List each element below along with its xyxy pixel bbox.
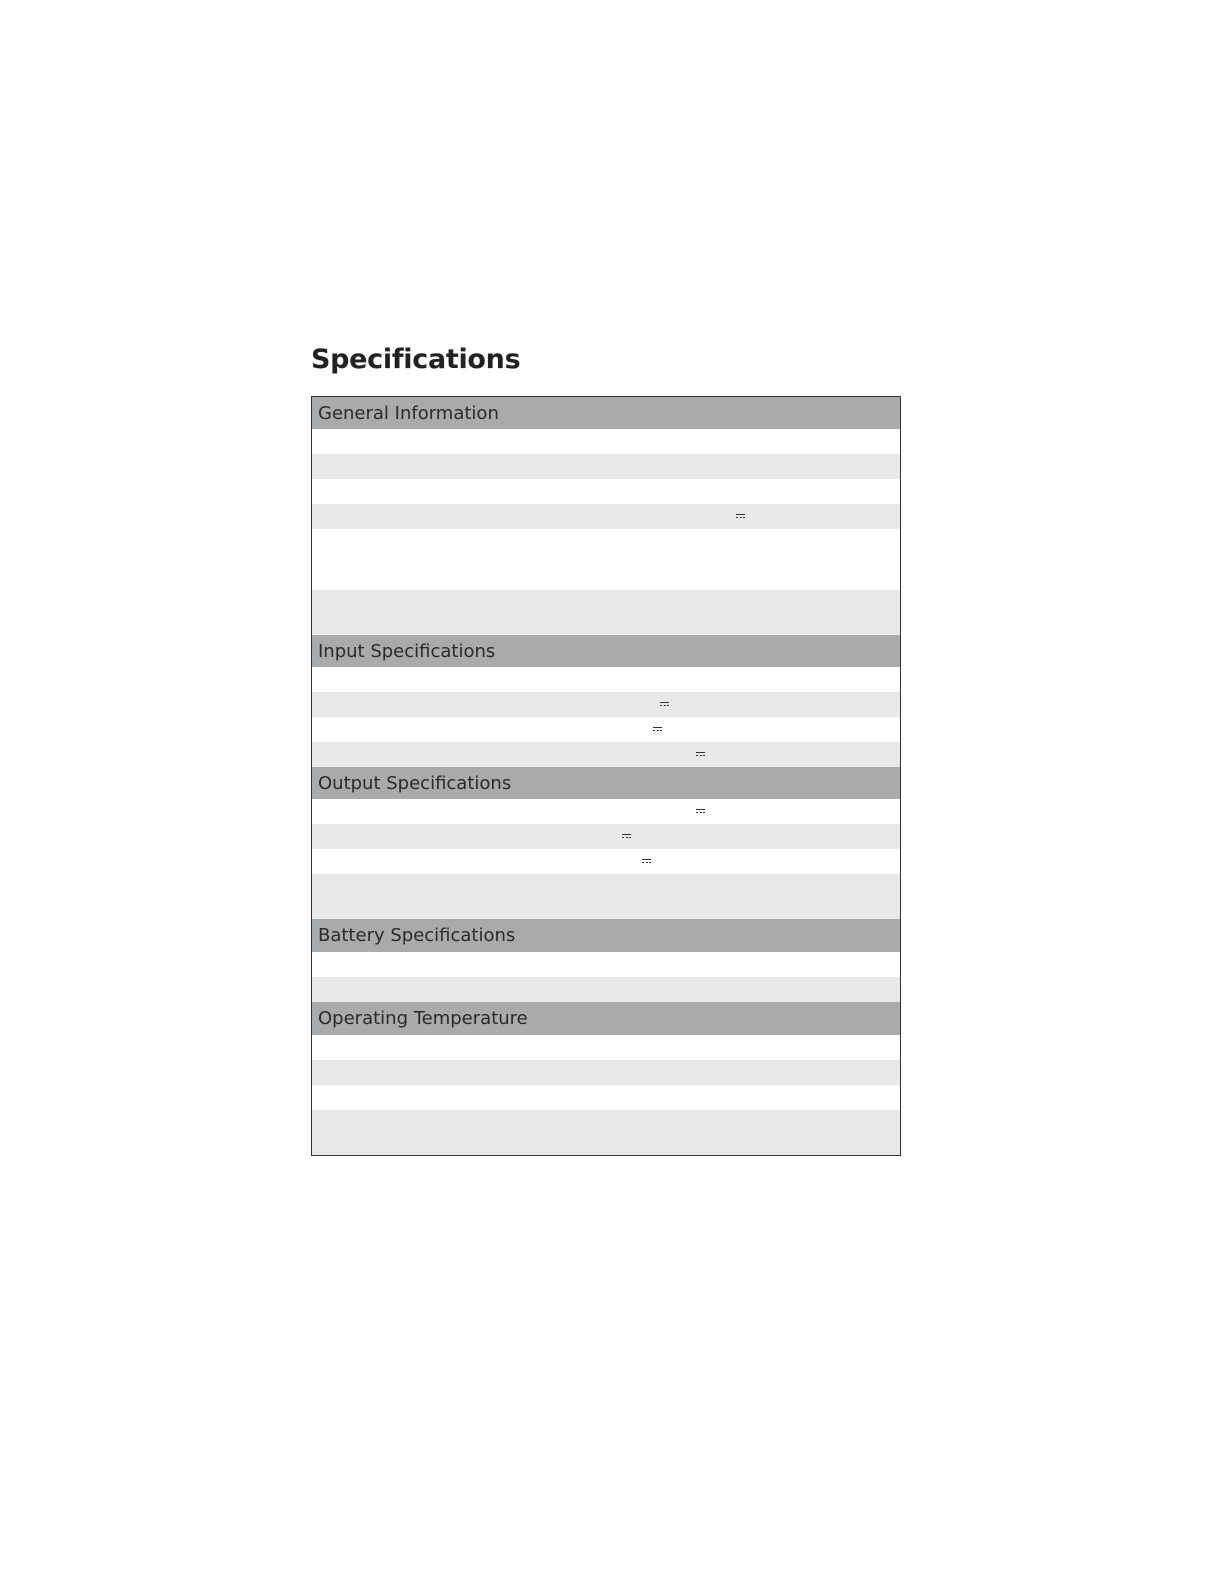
section-label: Operating Temperature — [318, 1008, 528, 1029]
table-row — [312, 799, 900, 824]
section-header-temperature — [312, 1002, 900, 1035]
section-header-input — [312, 635, 900, 667]
section-label: General Information — [318, 402, 499, 424]
dc-current-icon — [653, 727, 662, 732]
section-label: Battery Specifications — [318, 925, 516, 946]
table-row — [312, 692, 900, 717]
dc-current-icon — [660, 702, 669, 707]
table-row — [312, 454, 900, 479]
section-header-output — [312, 767, 900, 799]
table-row — [312, 717, 900, 742]
table-row — [312, 529, 900, 590]
table-row — [312, 504, 900, 529]
table-row — [312, 874, 900, 919]
section-header-battery — [312, 919, 900, 952]
table-row — [312, 1035, 900, 1060]
dc-current-icon — [736, 514, 745, 519]
section-label: Output Specifications — [318, 772, 512, 794]
table-row — [312, 429, 900, 454]
dc-current-icon — [696, 752, 705, 757]
table-row — [312, 590, 900, 635]
section-label: Input Specifications — [318, 640, 496, 662]
section-header-general — [312, 397, 900, 429]
dc-current-icon — [696, 809, 705, 814]
table-row — [312, 1085, 900, 1110]
dc-current-icon — [642, 859, 651, 864]
table-row — [312, 667, 900, 692]
table-row — [312, 1060, 900, 1085]
table-row — [312, 849, 900, 874]
specifications-table — [311, 396, 901, 1156]
dc-current-icon — [622, 834, 631, 839]
table-row — [312, 824, 900, 849]
table-row — [312, 1110, 900, 1155]
table-row — [312, 952, 900, 977]
page-title: Specifications — [311, 344, 521, 375]
table-row — [312, 977, 900, 1002]
table-row — [312, 479, 900, 504]
table-row — [312, 742, 900, 767]
